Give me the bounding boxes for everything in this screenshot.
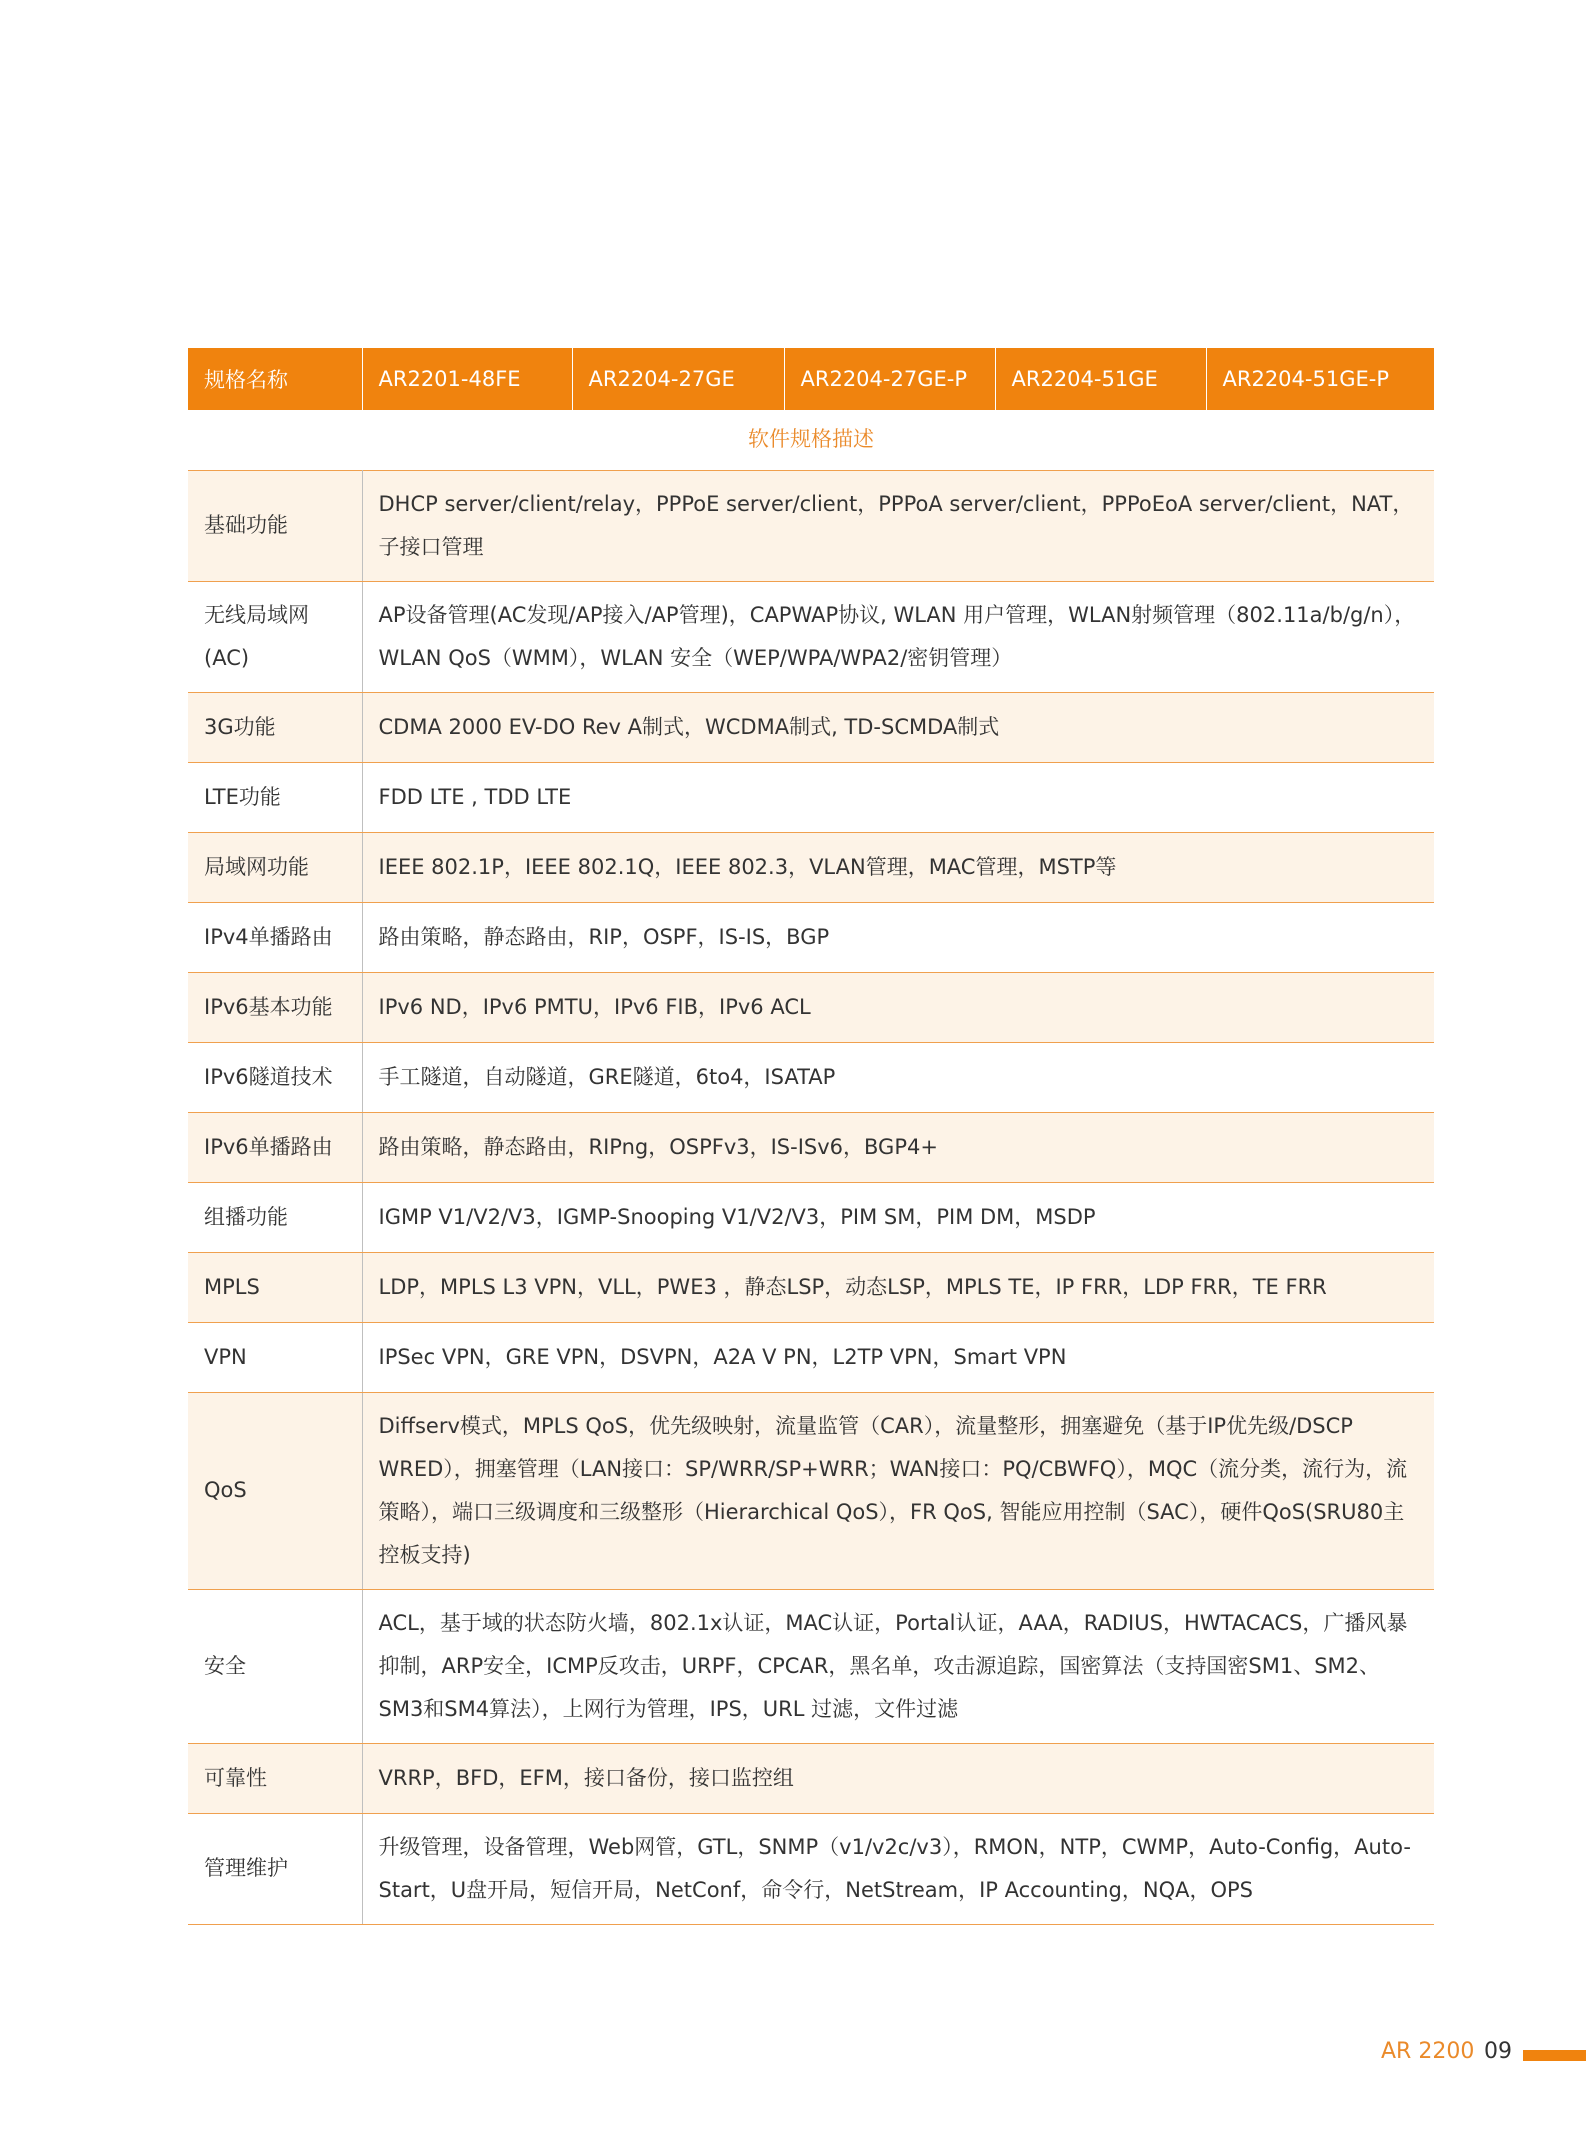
row-value: 路由策略，静态路由，RIPng，OSPFv3，IS-ISv6，BGP4+: [362, 1112, 1434, 1182]
row-value: Diffserv模式，MPLS QoS，优先级映射，流量监管（CAR），流量整形，拥塞避免（基于IP优先级/DSCP WRED），拥塞管理（LAN接口：SP/WRR/SP+WRR；WAN接口：PQ/CBWFQ），MQC（流分类，流行为，流策略），端口三级调度和三级整形（Hierarchical QoS），FR QoS, 智能应用控制（SAC），硬件QoS(SRU80主控板支持): [362, 1392, 1434, 1589]
header-model-ar2201-48fe: AR2201-48FE: [362, 348, 572, 410]
row-name: IPv6单播路由: [188, 1112, 362, 1182]
row-value: IPSec VPN，GRE VPN，DSVPN，A2A V PN，L2TP VPN，Smart VPN: [362, 1322, 1434, 1392]
row-value: IPv6 ND，IPv6 PMTU，IPv6 FIB，IPv6 ACL: [362, 972, 1434, 1042]
row-name: 局域网功能: [188, 832, 362, 902]
footer-page-number: 09: [1484, 2039, 1512, 2064]
row-value: 手工隧道，自动隧道，GRE隧道，6to4，ISATAP: [362, 1042, 1434, 1112]
table-row: [188, 1112, 1434, 1182]
row-name: 可靠性: [188, 1743, 362, 1813]
row-value: LDP，MPLS L3 VPN，VLL，PWE3 ，静态LSP，动态LSP，MPLS TE，IP FRR，LDP FRR，TE FRR: [362, 1252, 1434, 1322]
section-title: 软件规格描述: [748, 427, 874, 452]
row-value: AP设备管理(AC发现/AP接入/AP管理)，CAPWAP协议, WLAN 用户管理，WLAN射频管理（802.11a/b/g/n），WLAN QoS（WMM），WLAN 安全（WEP/WPA/WPA2/密钥管理）: [362, 581, 1434, 692]
header-model-ar2204-51ge: AR2204-51GE: [995, 348, 1206, 410]
table-row: [188, 692, 1434, 762]
table-row: [188, 762, 1434, 832]
row-name: 管理维护: [188, 1813, 362, 1924]
table-row: [188, 1392, 1434, 1589]
table-row: [188, 1252, 1434, 1322]
row-value: ACL，基于域的状态防火墙，802.1x认证，MAC认证，Portal认证，AAA，RADIUS，HWTACACS，广播风暴抑制，ARP安全，ICMP反攻击，URPF，CPCAR，黑名单，攻击源追踪，国密算法（支持国密SM1、SM2、SM3和SM4算法），上网行为管理，IPS，URL 过滤，文件过滤: [362, 1589, 1434, 1743]
row-name: 组播功能: [188, 1182, 362, 1252]
table-row: [188, 1182, 1434, 1252]
footer-product-label: AR 2200: [1381, 2039, 1475, 2064]
table-row: [188, 1743, 1434, 1813]
row-name: 无线局域网(AC): [188, 581, 362, 692]
row-name: VPN: [188, 1322, 362, 1392]
table-row: [188, 1322, 1434, 1392]
row-name: LTE功能: [188, 762, 362, 832]
row-value: 升级管理，设备管理，Web网管，GTL，SNMP（v1/v2c/v3），RMON，NTP，CWMP，Auto-Config，Auto-Start，U盘开局，短信开局，NetConf，命令行，NetStream，IP Accounting，NQA，OPS: [362, 1813, 1434, 1924]
row-value: DHCP server/client/relay，PPPoE server/client，PPPoA server/client，PPPoEoA server/client，NAT，子接口管理: [362, 470, 1434, 581]
row-name: IPv4单播路由: [188, 902, 362, 972]
row-name: 3G功能: [188, 692, 362, 762]
table-row: [188, 1589, 1434, 1743]
row-value: 路由策略，静态路由，RIP，OSPF，IS-IS，BGP: [362, 902, 1434, 972]
header-model-ar2204-27ge-p: AR2204-27GE-P: [784, 348, 995, 410]
table-row: [188, 832, 1434, 902]
table-row: [188, 1042, 1434, 1112]
header-spec-name: 规格名称: [188, 348, 362, 410]
section-row: [188, 410, 1434, 470]
row-value: CDMA 2000 EV-DO Rev A制式，WCDMA制式, TD-SCMDA制式: [362, 692, 1434, 762]
row-value: IGMP V1/V2/V3，IGMP-Snooping V1/V2/V3，PIM SM，PIM DM，MSDP: [362, 1182, 1434, 1252]
table-row: [188, 470, 1434, 581]
row-value: IEEE 802.1P，IEEE 802.1Q，IEEE 802.3，VLAN管理，MAC管理，MSTP等: [362, 832, 1434, 902]
footer-accent-bar: [1523, 2050, 1586, 2061]
table-row: [188, 581, 1434, 692]
row-name: IPv6隧道技术: [188, 1042, 362, 1112]
table-row: [188, 902, 1434, 972]
row-name: 基础功能: [188, 470, 362, 581]
row-name: MPLS: [188, 1252, 362, 1322]
header-model-ar2204-51ge-p: AR2204-51GE-P: [1206, 348, 1434, 410]
row-name: IPv6基本功能: [188, 972, 362, 1042]
header-model-ar2204-27ge: AR2204-27GE: [572, 348, 784, 410]
row-value: FDD LTE , TDD LTE: [362, 762, 1434, 832]
row-name: QoS: [188, 1392, 362, 1589]
row-name: 安全: [188, 1589, 362, 1743]
row-value: VRRP，BFD，EFM，接口备份，接口监控组: [362, 1743, 1434, 1813]
spec-table: [188, 348, 1434, 1925]
table-header-row: [188, 348, 1434, 410]
table-row: [188, 972, 1434, 1042]
table-row: [188, 1813, 1434, 1924]
